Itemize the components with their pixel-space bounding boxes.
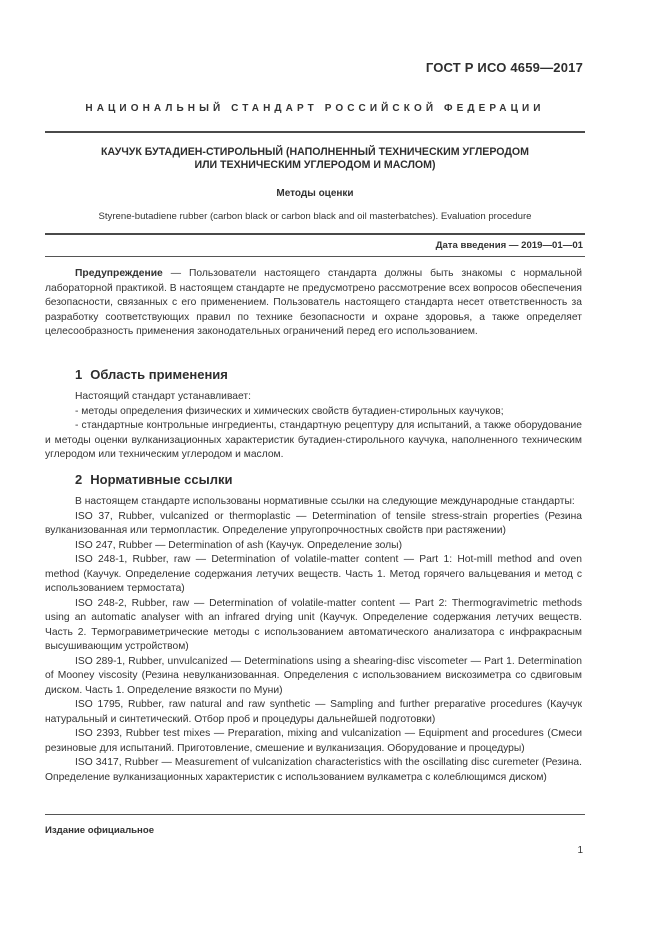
warning-text: — Пользователи настоящего стандарта должны быть знакомы с нормальной лабораторной практикой. В настоящем стандарте не предусмотрено рассмотрение всех вопросов обеспечения безопасности, связанных с его применением. Пользователь настоящего стандарта несет ответственность за разработку соответствующих правил по технике безопасности и охране здоровья, а также определяет целесообразность применения законодательных ограничений перед его использованием. <box>45 268 582 337</box>
reference-item: ISO 3417, Rubber — Measurement of vulcanization characteristics with the oscillating disc curemeter (Резина. Определение вулканизационных характеристик с использованием вулкаметра с колеблющимся диском) <box>45 757 582 783</box>
document-title <box>45 146 585 172</box>
reference-item: ISO 248-1, Rubber, raw — Determination of volatile-matter content — Part 1: Hot-mill method and oven method (Каучук. Определение содержания летучих веществ. Часть 1. Метод горячего вальцевания и метод с использованием термостата) <box>45 554 582 594</box>
warning-paragraph <box>45 267 582 340</box>
reference-item: ISO 289-1, Rubber, unvulcanized — Determinations using a shearing-disc viscometer — Part 1. Determination of Mooney viscosity (Резина невулканизованная. Определения с использованием вискозиметра со сдвиговым диском. Часть 1. Определение вязкости по Муни) <box>45 655 582 696</box>
title-divider <box>45 233 585 235</box>
section-2-body <box>45 495 582 785</box>
official-edition-label: Издание официальное <box>45 825 155 836</box>
page-number: 1 <box>577 845 583 856</box>
section-2-heading <box>75 472 232 487</box>
scope-paragraph: Настоящий стандарт устанавливает: <box>75 391 251 402</box>
english-title: Styrene-butadiene rubber (carbon black or carbon black and oil masterbatches). Evaluation procedure <box>98 211 532 222</box>
national-standard-heading: НАЦИОНАЛЬНЫЙ СТАНДАРТ РОССИЙСКОЙ ФЕДЕРАЦИИ <box>85 103 545 114</box>
document-number: ГОСТ Р ИСО 4659—2017 <box>425 60 583 75</box>
reference-item: ISO 1795, Rubber, raw natural and raw synthetic — Sampling and further preparative procedures (Каучук натуральный и синтетический. Отбор проб и процедуры дальнейшей подготовки) <box>45 699 582 725</box>
title-line-2: ИЛИ ТЕХНИЧЕСКИМ УГЛЕРОДОМ И МАСЛОМ) <box>194 159 436 171</box>
footer-divider <box>45 814 585 815</box>
reference-item: ISO 248-2, Rubber, raw — Determination of volatile-matter content — Part 2: Thermogravimetric methods using an automatic analyser with an infrared drying unit (Каучук. Определение содержания летучих веществ. Часть 2. Термогравиметрические методы с использованием автоматического анализатора с инфракрасным высушивающим устройством) <box>45 597 582 652</box>
warning-label: Предупреждение <box>75 268 163 279</box>
section-1-title: Область применения <box>90 367 228 382</box>
introduction-date: Дата введения — 2019—01—01 <box>435 240 583 251</box>
section-1-number: 1 <box>75 367 83 382</box>
date-divider <box>45 256 585 257</box>
section-1-body <box>45 390 582 463</box>
section-1-heading <box>75 367 228 382</box>
references-intro: В настоящем стандарте использованы нормативные ссылки на следующие международные стандарты: <box>75 496 575 507</box>
title-line-1: КАУЧУК БУТАДИЕН-СТИРОЛЬНЫЙ (НАПОЛНЕННЫЙ ТЕХНИЧЕСКИМ УГЛЕРОДОМ <box>101 146 529 158</box>
reference-item: ISO 2393, Rubber test mixes — Preparation, mixing and vulcanization — Equipment and procedures (Смеси резиновые для испытаний. Приготовление, смешение и вулканизация. Оборудование и процедуры) <box>45 728 582 754</box>
scope-paragraph: - методы определения физических и химических свойств бутадиен-стирольных каучуков; <box>75 405 504 417</box>
scope-paragraph: - стандартные контрольные ингредиенты, стандартную рецептуру для испытаний, а также оборудование и методы оценки вулканизационных характеристик бутадиен-стирольного каучука, наполненного техническим углеродом или техническим углеродом и маслом. <box>45 420 582 460</box>
header-divider <box>45 131 585 133</box>
section-2-number: 2 <box>75 472 83 487</box>
section-2-title: Нормативные ссылки <box>90 472 233 487</box>
reference-item: ISO 247, Rubber — Determination of ash (Каучук. Определение золы) <box>75 539 402 551</box>
reference-item: ISO 37, Rubber, vulcanized or thermoplastic — Determination of tensile stress-strain properties (Резина вулканизованная или термопластик. Определение упругопрочностных свойств при растяжении) <box>45 510 582 536</box>
document-subtitle: Методы оценки <box>276 188 354 199</box>
